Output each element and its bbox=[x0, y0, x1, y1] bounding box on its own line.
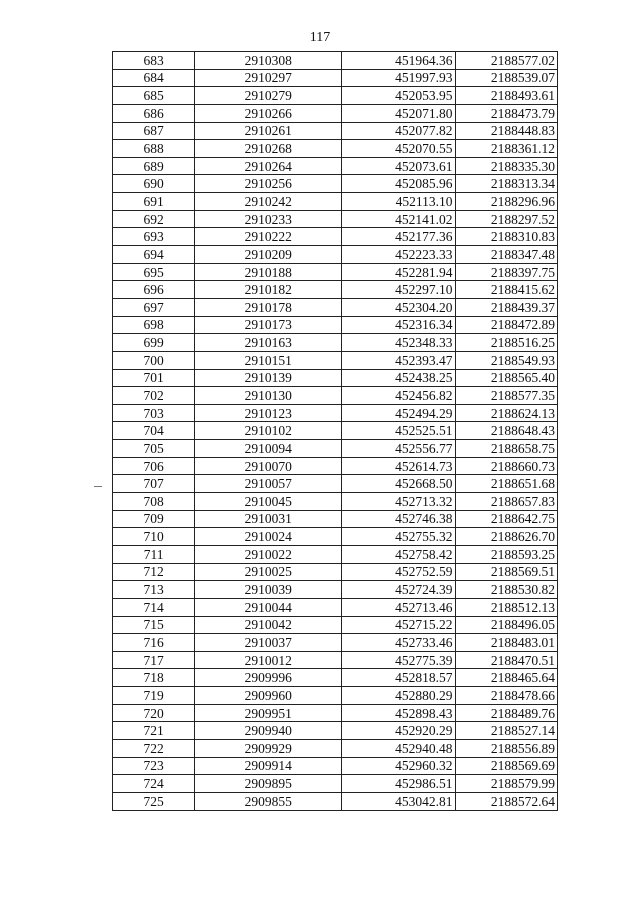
point-number-cell: 692 bbox=[113, 210, 195, 228]
x-coordinate-cell: 452393.47 bbox=[342, 351, 456, 369]
y-coordinate-cell: 2188657.83 bbox=[455, 493, 557, 511]
y-coordinate-cell: 2188648.43 bbox=[455, 422, 557, 440]
y-coordinate-cell: 2188651.68 bbox=[455, 475, 557, 493]
y-coordinate-cell: 2188296.96 bbox=[455, 193, 557, 211]
table-row bbox=[113, 263, 558, 281]
x-coordinate-cell: 452614.73 bbox=[342, 457, 456, 475]
x-coordinate-cell: 452070.55 bbox=[342, 140, 456, 158]
x-coordinate-cell: 452898.43 bbox=[342, 704, 456, 722]
table-row bbox=[113, 722, 558, 740]
x-coordinate-cell: 452053.95 bbox=[342, 87, 456, 105]
point-id-cell: 2910057 bbox=[195, 475, 342, 493]
y-coordinate-cell: 2188516.25 bbox=[455, 334, 557, 352]
point-id-cell: 2910264 bbox=[195, 157, 342, 175]
point-id-cell: 2910139 bbox=[195, 369, 342, 387]
x-coordinate-cell: 453042.81 bbox=[342, 792, 456, 810]
x-coordinate-cell: 452775.39 bbox=[342, 651, 456, 669]
y-coordinate-cell: 2188549.93 bbox=[455, 351, 557, 369]
coordinates-table-body bbox=[113, 52, 558, 811]
point-number-cell: 708 bbox=[113, 493, 195, 511]
point-id-cell: 2910025 bbox=[195, 563, 342, 581]
point-id-cell: 2910037 bbox=[195, 634, 342, 652]
table-row bbox=[113, 246, 558, 264]
x-coordinate-cell: 452348.33 bbox=[342, 334, 456, 352]
y-coordinate-cell: 2188313.34 bbox=[455, 175, 557, 193]
x-coordinate-cell: 452920.29 bbox=[342, 722, 456, 740]
y-coordinate-cell: 2188439.37 bbox=[455, 298, 557, 316]
point-number-cell: 686 bbox=[113, 104, 195, 122]
y-coordinate-cell: 2188569.51 bbox=[455, 563, 557, 581]
y-coordinate-cell: 2188512.13 bbox=[455, 598, 557, 616]
table-row bbox=[113, 175, 558, 193]
point-number-cell: 700 bbox=[113, 351, 195, 369]
point-number-cell: 722 bbox=[113, 739, 195, 757]
table-row bbox=[113, 757, 558, 775]
point-id-cell: 2910031 bbox=[195, 510, 342, 528]
table-row bbox=[113, 193, 558, 211]
point-id-cell: 2910042 bbox=[195, 616, 342, 634]
y-coordinate-cell: 2188415.62 bbox=[455, 281, 557, 299]
point-number-cell: 699 bbox=[113, 334, 195, 352]
point-id-cell: 2910266 bbox=[195, 104, 342, 122]
table-row bbox=[113, 228, 558, 246]
table-row bbox=[113, 510, 558, 528]
x-coordinate-cell: 452177.36 bbox=[342, 228, 456, 246]
margin-mark bbox=[94, 486, 102, 487]
table-row bbox=[113, 210, 558, 228]
point-number-cell: 689 bbox=[113, 157, 195, 175]
table-row bbox=[113, 775, 558, 793]
point-id-cell: 2909855 bbox=[195, 792, 342, 810]
point-number-cell: 717 bbox=[113, 651, 195, 669]
table-row bbox=[113, 140, 558, 158]
point-id-cell: 2909895 bbox=[195, 775, 342, 793]
x-coordinate-cell: 452297.10 bbox=[342, 281, 456, 299]
x-coordinate-cell: 452556.77 bbox=[342, 440, 456, 458]
table-row bbox=[113, 440, 558, 458]
point-number-cell: 694 bbox=[113, 246, 195, 264]
point-id-cell: 2910094 bbox=[195, 440, 342, 458]
point-number-cell: 706 bbox=[113, 457, 195, 475]
table-row bbox=[113, 475, 558, 493]
table-row bbox=[113, 598, 558, 616]
table-row bbox=[113, 669, 558, 687]
x-coordinate-cell: 452986.51 bbox=[342, 775, 456, 793]
x-coordinate-cell: 452733.46 bbox=[342, 634, 456, 652]
point-number-cell: 705 bbox=[113, 440, 195, 458]
y-coordinate-cell: 2188658.75 bbox=[455, 440, 557, 458]
point-number-cell: 725 bbox=[113, 792, 195, 810]
x-coordinate-cell: 452223.33 bbox=[342, 246, 456, 264]
x-coordinate-cell: 452113.10 bbox=[342, 193, 456, 211]
point-id-cell: 2910163 bbox=[195, 334, 342, 352]
table-row bbox=[113, 351, 558, 369]
table-row bbox=[113, 422, 558, 440]
point-number-cell: 719 bbox=[113, 687, 195, 705]
table-row bbox=[113, 334, 558, 352]
point-number-cell: 693 bbox=[113, 228, 195, 246]
table-row bbox=[113, 739, 558, 757]
y-coordinate-cell: 2188473.79 bbox=[455, 104, 557, 122]
y-coordinate-cell: 2188593.25 bbox=[455, 545, 557, 563]
y-coordinate-cell: 2188660.73 bbox=[455, 457, 557, 475]
x-coordinate-cell: 451997.93 bbox=[342, 69, 456, 87]
point-number-cell: 695 bbox=[113, 263, 195, 281]
x-coordinate-cell: 452281.94 bbox=[342, 263, 456, 281]
table-row bbox=[113, 704, 558, 722]
y-coordinate-cell: 2188335.30 bbox=[455, 157, 557, 175]
point-id-cell: 2910261 bbox=[195, 122, 342, 140]
point-id-cell: 2910178 bbox=[195, 298, 342, 316]
table-row bbox=[113, 687, 558, 705]
point-number-cell: 704 bbox=[113, 422, 195, 440]
y-coordinate-cell: 2188347.48 bbox=[455, 246, 557, 264]
point-id-cell: 2910070 bbox=[195, 457, 342, 475]
y-coordinate-cell: 2188626.70 bbox=[455, 528, 557, 546]
y-coordinate-cell: 2188472.89 bbox=[455, 316, 557, 334]
point-id-cell: 2910279 bbox=[195, 87, 342, 105]
y-coordinate-cell: 2188493.61 bbox=[455, 87, 557, 105]
point-number-cell: 687 bbox=[113, 122, 195, 140]
y-coordinate-cell: 2188527.14 bbox=[455, 722, 557, 740]
point-id-cell: 2910024 bbox=[195, 528, 342, 546]
point-number-cell: 715 bbox=[113, 616, 195, 634]
x-coordinate-cell: 452715.22 bbox=[342, 616, 456, 634]
table-row bbox=[113, 87, 558, 105]
x-coordinate-cell: 452316.34 bbox=[342, 316, 456, 334]
point-number-cell: 720 bbox=[113, 704, 195, 722]
point-number-cell: 709 bbox=[113, 510, 195, 528]
table-row bbox=[113, 651, 558, 669]
y-coordinate-cell: 2188577.02 bbox=[455, 52, 557, 70]
table-row bbox=[113, 616, 558, 634]
point-number-cell: 716 bbox=[113, 634, 195, 652]
x-coordinate-cell: 452456.82 bbox=[342, 387, 456, 405]
point-id-cell: 2910268 bbox=[195, 140, 342, 158]
x-coordinate-cell: 452940.48 bbox=[342, 739, 456, 757]
table-row bbox=[113, 528, 558, 546]
point-id-cell: 2909996 bbox=[195, 669, 342, 687]
table-row bbox=[113, 369, 558, 387]
point-number-cell: 683 bbox=[113, 52, 195, 70]
y-coordinate-cell: 2188579.99 bbox=[455, 775, 557, 793]
point-number-cell: 718 bbox=[113, 669, 195, 687]
x-coordinate-cell: 452073.61 bbox=[342, 157, 456, 175]
point-id-cell: 2909960 bbox=[195, 687, 342, 705]
table-row bbox=[113, 281, 558, 299]
y-coordinate-cell: 2188642.75 bbox=[455, 510, 557, 528]
x-coordinate-cell: 452077.82 bbox=[342, 122, 456, 140]
x-coordinate-cell: 452668.50 bbox=[342, 475, 456, 493]
point-number-cell: 690 bbox=[113, 175, 195, 193]
table-row bbox=[113, 545, 558, 563]
coordinates-table bbox=[112, 51, 558, 811]
y-coordinate-cell: 2188565.40 bbox=[455, 369, 557, 387]
y-coordinate-cell: 2188465.64 bbox=[455, 669, 557, 687]
y-coordinate-cell: 2188577.35 bbox=[455, 387, 557, 405]
table-row bbox=[113, 563, 558, 581]
point-id-cell: 2910209 bbox=[195, 246, 342, 264]
point-number-cell: 710 bbox=[113, 528, 195, 546]
point-number-cell: 685 bbox=[113, 87, 195, 105]
x-coordinate-cell: 452880.29 bbox=[342, 687, 456, 705]
point-number-cell: 707 bbox=[113, 475, 195, 493]
table-row bbox=[113, 457, 558, 475]
point-id-cell: 2910308 bbox=[195, 52, 342, 70]
table-row bbox=[113, 581, 558, 599]
y-coordinate-cell: 2188297.52 bbox=[455, 210, 557, 228]
x-coordinate-cell: 452304.20 bbox=[342, 298, 456, 316]
point-number-cell: 723 bbox=[113, 757, 195, 775]
point-number-cell: 724 bbox=[113, 775, 195, 793]
table-row bbox=[113, 122, 558, 140]
point-number-cell: 696 bbox=[113, 281, 195, 299]
table-row bbox=[113, 69, 558, 87]
y-coordinate-cell: 2188361.12 bbox=[455, 140, 557, 158]
point-id-cell: 2909940 bbox=[195, 722, 342, 740]
table-row bbox=[113, 634, 558, 652]
point-number-cell: 721 bbox=[113, 722, 195, 740]
x-coordinate-cell: 452713.46 bbox=[342, 598, 456, 616]
point-number-cell: 703 bbox=[113, 404, 195, 422]
x-coordinate-cell: 452525.51 bbox=[342, 422, 456, 440]
x-coordinate-cell: 452755.32 bbox=[342, 528, 456, 546]
y-coordinate-cell: 2188572.64 bbox=[455, 792, 557, 810]
x-coordinate-cell: 452746.38 bbox=[342, 510, 456, 528]
x-coordinate-cell: 452724.39 bbox=[342, 581, 456, 599]
point-id-cell: 2910297 bbox=[195, 69, 342, 87]
x-coordinate-cell: 452071.80 bbox=[342, 104, 456, 122]
point-id-cell: 2910173 bbox=[195, 316, 342, 334]
table-row bbox=[113, 157, 558, 175]
x-coordinate-cell: 452960.32 bbox=[342, 757, 456, 775]
point-number-cell: 688 bbox=[113, 140, 195, 158]
table-row bbox=[113, 387, 558, 405]
point-number-cell: 711 bbox=[113, 545, 195, 563]
x-coordinate-cell: 452085.96 bbox=[342, 175, 456, 193]
table-row bbox=[113, 298, 558, 316]
point-id-cell: 2910022 bbox=[195, 545, 342, 563]
x-coordinate-cell: 452713.32 bbox=[342, 493, 456, 511]
point-id-cell: 2910256 bbox=[195, 175, 342, 193]
x-coordinate-cell: 452758.42 bbox=[342, 545, 456, 563]
x-coordinate-cell: 451964.36 bbox=[342, 52, 456, 70]
point-id-cell: 2910222 bbox=[195, 228, 342, 246]
table-row bbox=[113, 316, 558, 334]
point-number-cell: 684 bbox=[113, 69, 195, 87]
x-coordinate-cell: 452438.25 bbox=[342, 369, 456, 387]
y-coordinate-cell: 2188539.07 bbox=[455, 69, 557, 87]
y-coordinate-cell: 2188483.01 bbox=[455, 634, 557, 652]
point-id-cell: 2910123 bbox=[195, 404, 342, 422]
table-row bbox=[113, 404, 558, 422]
point-id-cell: 2910151 bbox=[195, 351, 342, 369]
point-id-cell: 2910130 bbox=[195, 387, 342, 405]
x-coordinate-cell: 452752.59 bbox=[342, 563, 456, 581]
y-coordinate-cell: 2188624.13 bbox=[455, 404, 557, 422]
y-coordinate-cell: 2188496.05 bbox=[455, 616, 557, 634]
point-number-cell: 712 bbox=[113, 563, 195, 581]
point-id-cell: 2910242 bbox=[195, 193, 342, 211]
point-id-cell: 2910188 bbox=[195, 263, 342, 281]
x-coordinate-cell: 452494.29 bbox=[342, 404, 456, 422]
point-number-cell: 691 bbox=[113, 193, 195, 211]
point-number-cell: 702 bbox=[113, 387, 195, 405]
point-id-cell: 2910182 bbox=[195, 281, 342, 299]
table-row bbox=[113, 104, 558, 122]
x-coordinate-cell: 452141.02 bbox=[342, 210, 456, 228]
point-number-cell: 714 bbox=[113, 598, 195, 616]
y-coordinate-cell: 2188556.89 bbox=[455, 739, 557, 757]
table-row bbox=[113, 493, 558, 511]
page-number: 117 bbox=[309, 30, 331, 45]
point-number-cell: 697 bbox=[113, 298, 195, 316]
y-coordinate-cell: 2188569.69 bbox=[455, 757, 557, 775]
point-number-cell: 713 bbox=[113, 581, 195, 599]
y-coordinate-cell: 2188489.76 bbox=[455, 704, 557, 722]
x-coordinate-cell: 452818.57 bbox=[342, 669, 456, 687]
point-id-cell: 2909914 bbox=[195, 757, 342, 775]
y-coordinate-cell: 2188448.83 bbox=[455, 122, 557, 140]
table-row bbox=[113, 52, 558, 70]
y-coordinate-cell: 2188310.83 bbox=[455, 228, 557, 246]
y-coordinate-cell: 2188478.66 bbox=[455, 687, 557, 705]
point-id-cell: 2910039 bbox=[195, 581, 342, 599]
point-id-cell: 2910012 bbox=[195, 651, 342, 669]
table-row bbox=[113, 792, 558, 810]
point-id-cell: 2910044 bbox=[195, 598, 342, 616]
y-coordinate-cell: 2188530.82 bbox=[455, 581, 557, 599]
point-number-cell: 701 bbox=[113, 369, 195, 387]
point-id-cell: 2909929 bbox=[195, 739, 342, 757]
point-id-cell: 2910102 bbox=[195, 422, 342, 440]
point-id-cell: 2910045 bbox=[195, 493, 342, 511]
y-coordinate-cell: 2188397.75 bbox=[455, 263, 557, 281]
point-id-cell: 2910233 bbox=[195, 210, 342, 228]
y-coordinate-cell: 2188470.51 bbox=[455, 651, 557, 669]
point-id-cell: 2909951 bbox=[195, 704, 342, 722]
point-number-cell: 698 bbox=[113, 316, 195, 334]
